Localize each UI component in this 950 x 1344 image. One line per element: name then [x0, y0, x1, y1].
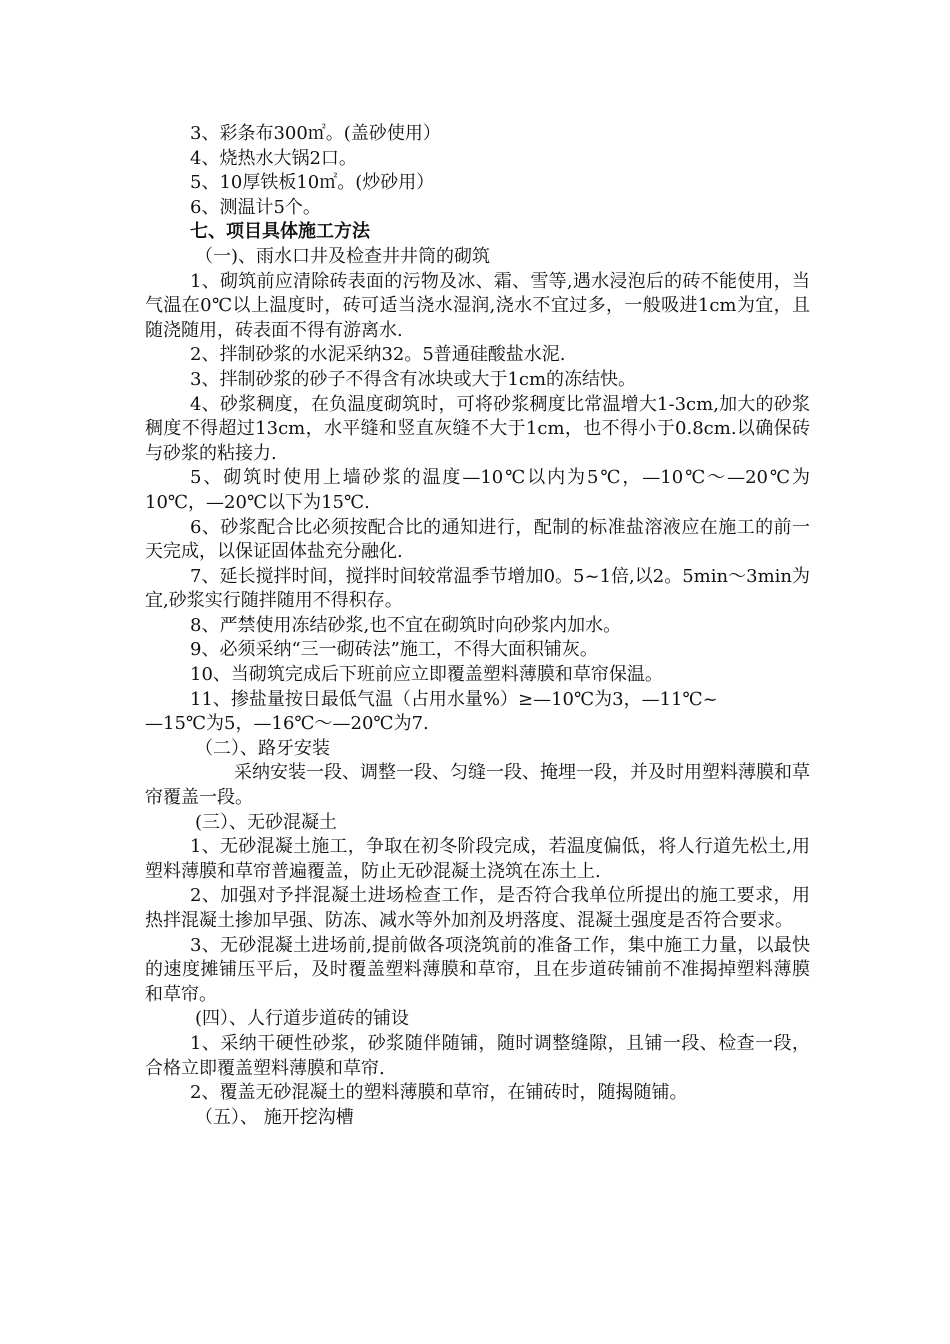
paragraph-11-continued: —15℃为5，—16℃～—20℃为7. [145, 713, 429, 735]
document-body [145, 122, 810, 1130]
paragraph-6: 6、砂浆配合比必须按配合比的通知进行，配制的标准盐溶液应在施工的前一天完成，以保证固体盐充分融化. [145, 516, 810, 563]
paragraph-concrete-3: 3、无砂混凝土进场前,提前做各项浇筑前的准备工作，集中施工力量，以最快的速度摊铺压平后，及时覆盖塑料薄膜和草帘，且在步道砖铺前不准揭掉塑料薄膜和草帘。 [145, 934, 810, 1005]
section-heading-7: 七、项目具体施工方法 [190, 221, 370, 243]
subsection-heading-3: (三）、无砂混凝土 [195, 811, 338, 833]
paragraph-11: 11、掺盐量按日最低气温（占用水量%）≥—10℃为3，—11℃~ [190, 688, 718, 710]
paragraph-paving-2: 2、覆盖无砂混凝土的塑料薄膜和草帘，在铺砖时，随揭随铺。 [190, 1082, 688, 1104]
paragraph-curb: 采纳安装一段、调整一段、匀缝一段、掩埋一段，并及时用塑料薄膜和草帘覆盖一段。 [145, 762, 810, 809]
subsection-heading-1: （一)、雨水口井及检查井井筒的砌筑 [195, 245, 491, 267]
paragraph-4: 4、砂浆稠度，在负温度砌筑时，可将砂浆稠度比常温增大1-3cm,加大的砂浆稠度不得超过13cm，水平缝和竖直灰缝不大于1cm，也不得小于0.8cm.以确保砖与砂浆的粘接力. [145, 393, 810, 464]
paragraph-concrete-2: 2、加强对予拌混凝土进场检查工作，是否符合我单位所提出的施工要求，用热拌混凝土掺加早强、防冻、减水等外加剂及坍落度、混凝土强度是否符合要求。 [145, 885, 810, 931]
subsection-heading-2: （二）、路牙安装 [195, 737, 330, 759]
paragraph-7: 7、延长搅拌时间，搅拌时间较常温季节增加0。5~1倍,以2。5min～3min为宜,砂浆实行随拌随用不得积存。 [145, 565, 810, 612]
subsection-heading-5: （五）、 施开挖沟槽 [195, 1106, 354, 1128]
paragraph-3: 3、拌制砂浆的砂子不得含有冰块或大于1cm的冻结快。 [190, 368, 637, 390]
paragraph-2: 2、拌制砂浆的水泥采纳32。5普通硅酸盐水泥. [190, 344, 566, 366]
list-item-4: 4、烧热水大锅2口。 [190, 147, 357, 169]
list-item-5: 5、10厚铁板10㎡。(炒砂用） [190, 172, 435, 194]
paragraph-paving-1: 1、采纳干硬性砂浆，砂浆随伴随铺，随时调整缝隙，且铺一段、检查一段，合格立即覆盖塑料薄膜和草帘. [145, 1032, 810, 1079]
paragraph-10: 10、当砌筑完成后下班前应立即覆盖塑料薄膜和草帘保温。 [190, 664, 663, 686]
subsection-heading-4: (四）、人行道步道砖的铺设 [195, 1008, 410, 1030]
paragraph-5: 5、砌筑时使用上墙砂浆的温度—10℃以内为5℃，—10℃～—20℃为10℃，—20℃以下为15℃. [145, 467, 810, 513]
list-item-3: 3、彩条布300㎡。(盖砂使用） [190, 123, 441, 144]
paragraph-9: 9、必须采纳“三一砌砖法”施工，不得大面积铺灰。 [190, 639, 598, 661]
paragraph-8: 8、严禁使用冻结砂浆,也不宜在砌筑时向砂浆内加水。 [190, 614, 622, 636]
paragraph-1: 1、砌筑前应清除砖表面的污物及冰、霜、雪等,遇水浸泡后的砖不能使用，当气温在0℃以上温度时，砖可适当浇水湿润,浇水不宜过多，一般吸进1cm为宜，且随浇随用，砖表面不得有游离水. [145, 270, 810, 341]
list-item-6: 6、测温计5个。 [190, 196, 321, 218]
paragraph-concrete-1: 1、无砂混凝土施工，争取在初冬阶段完成，若温度偏低，将人行道先松土,用塑料薄膜和草帘普遍覆盖，防止无砂混凝土浇筑在冻土上. [145, 836, 810, 882]
